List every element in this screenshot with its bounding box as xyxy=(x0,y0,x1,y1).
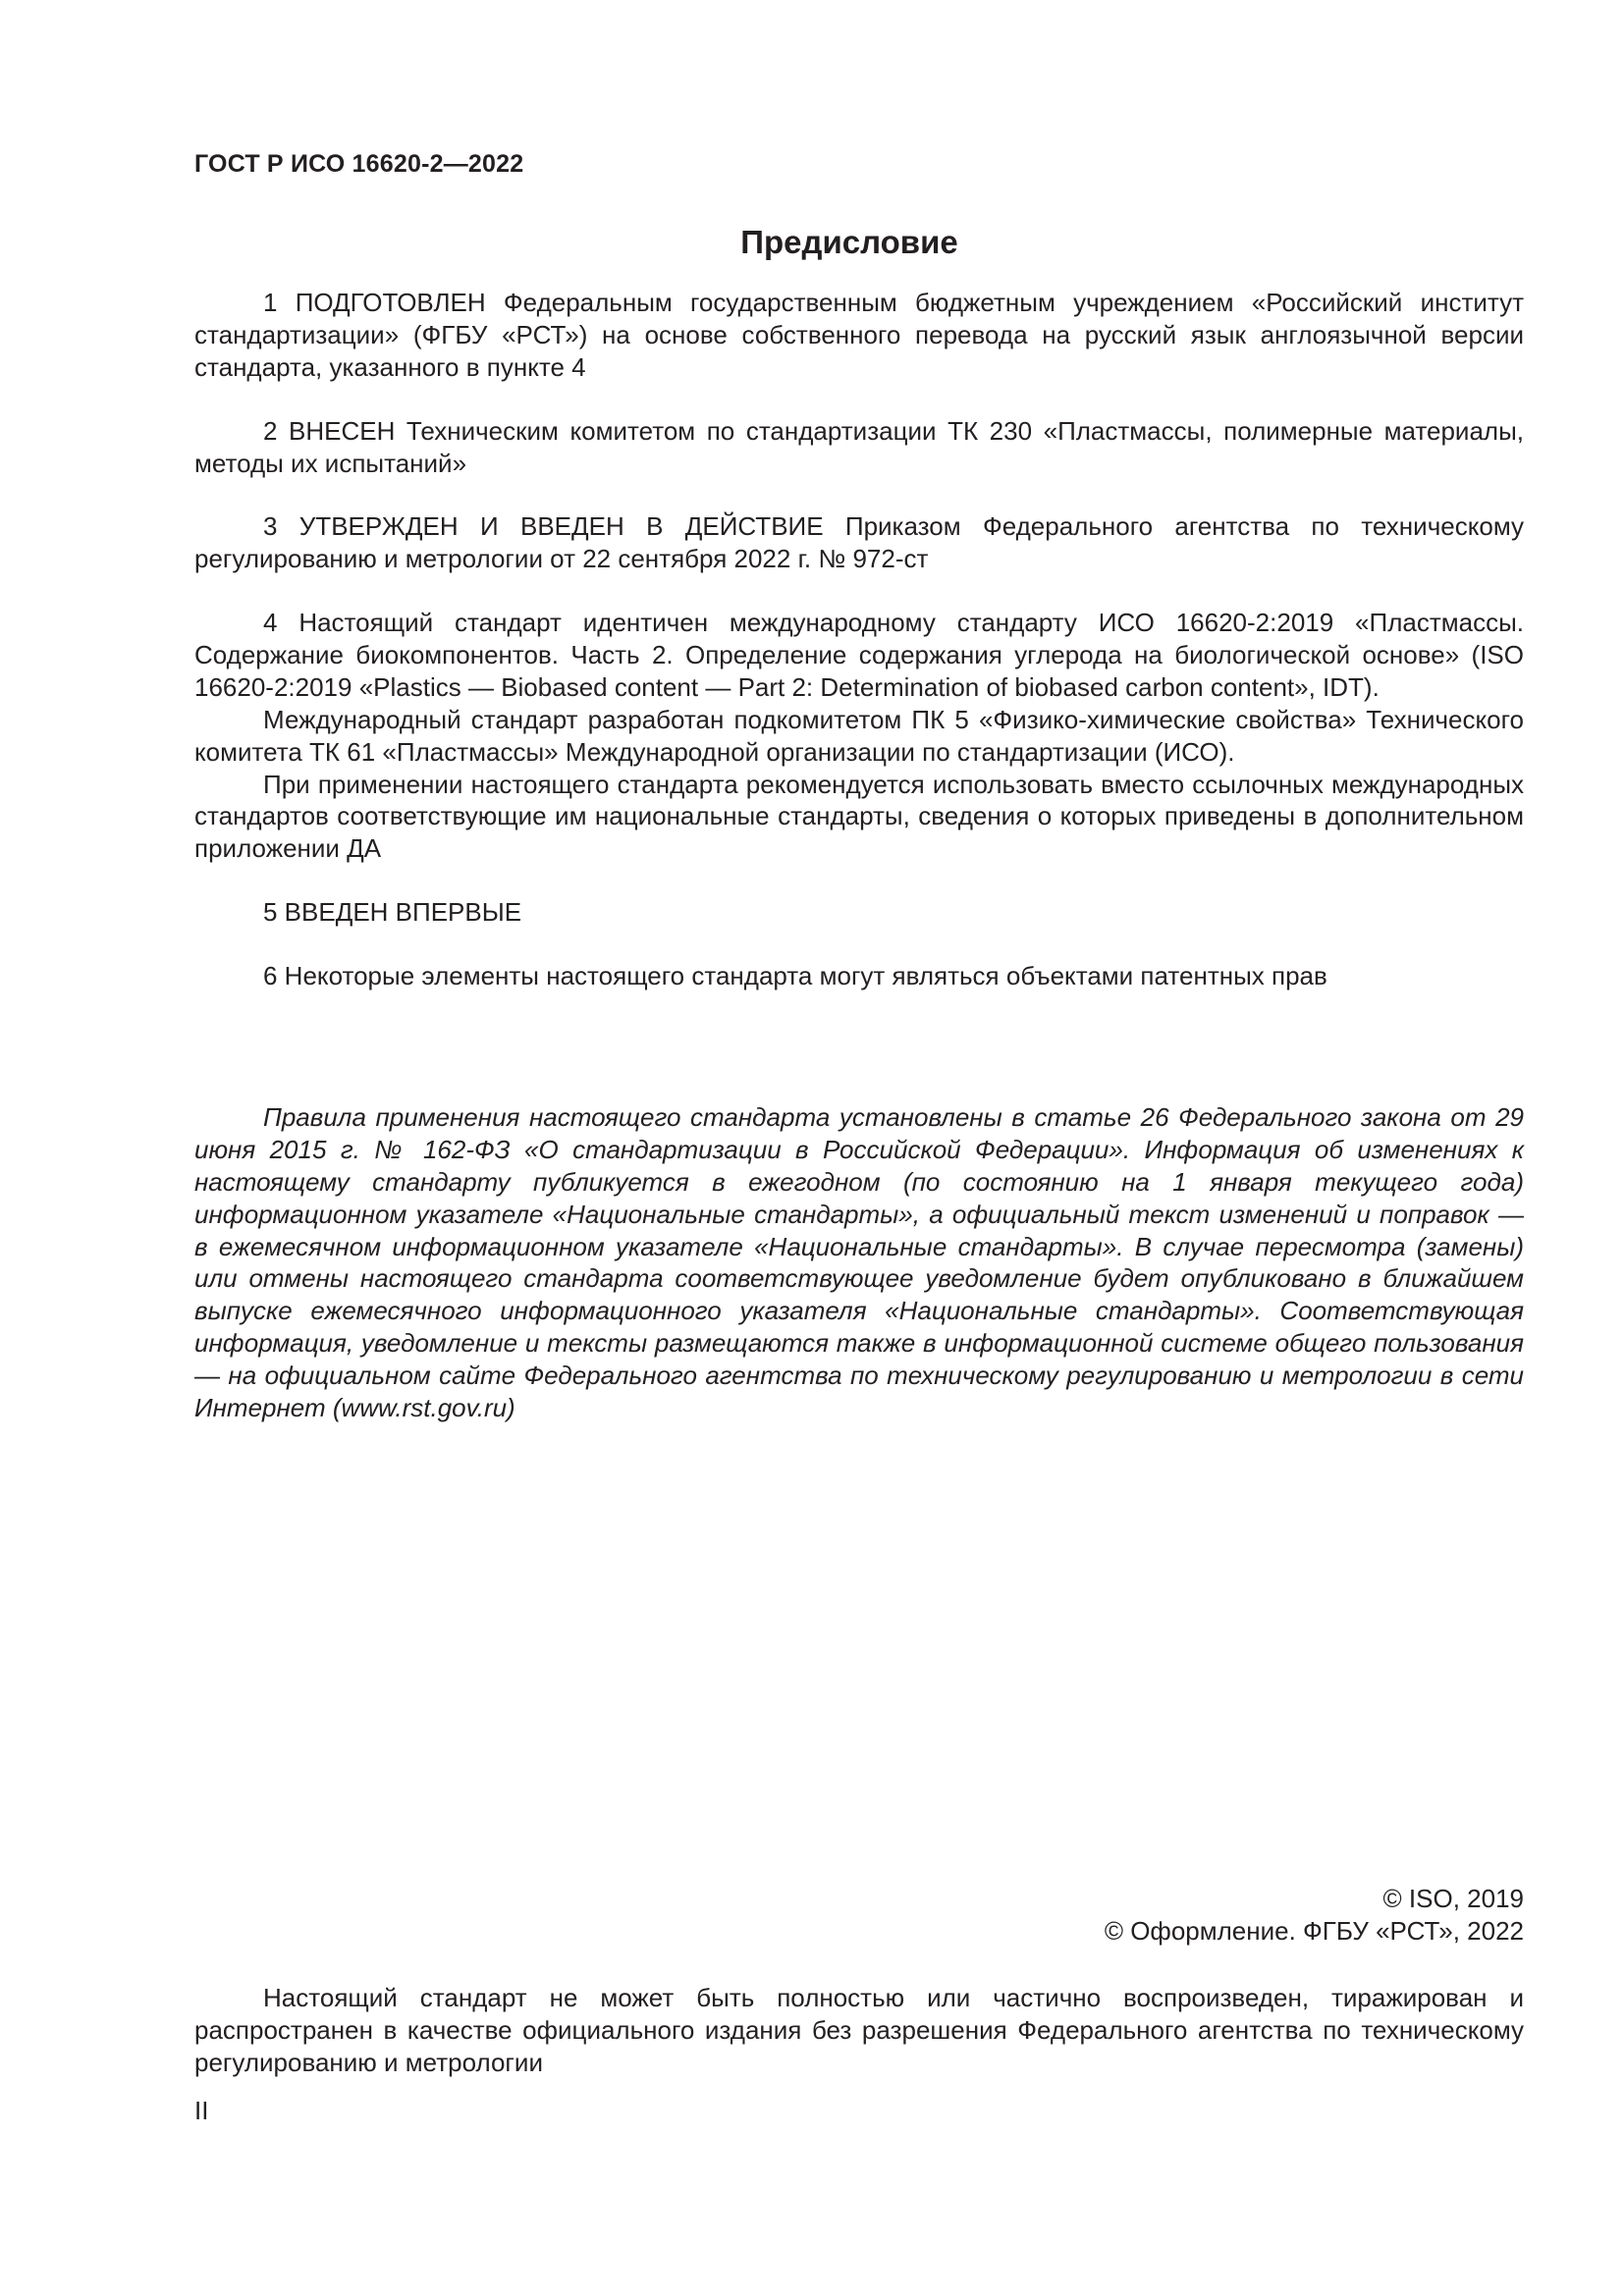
preface-item-1: 1 ПОДГОТОВЛЕН Федеральным государственным бюджетным учреждением «Российский институт стандартизации» (ФГБУ «РСТ») на основе собственного перевода на русский язык англоязычной версии стандарта, указанного в пункте 4 xyxy=(194,288,1524,382)
document-designation: ГОСТ Р ИСО 16620-2—2022 xyxy=(194,150,524,178)
preface-items xyxy=(194,287,1524,992)
page-title: Предисловие xyxy=(740,224,958,260)
preface-item-6: 6 Некоторые элементы настоящего стандарта могут являться объектами патентных прав xyxy=(263,961,1327,990)
copyright-block xyxy=(1105,1883,1524,1948)
preface-item-2: 2 ВНЕСЕН Техническим комитетом по стандартизации ТК 230 «Пластмассы, полимерные материалы, методы их испытаний» xyxy=(194,415,1524,478)
copyright-design: © Оформление. ФГБУ «РСТ», 2022 xyxy=(1104,1916,1524,1947)
rules-note: Правила применения настоящего стандарта установлены в статье 26 Федерального закона от 29 июня 2015 г. № 162-ФЗ «О стандартизации в Российской Федерации». Информация об изменениях к настоящему стандарту публикуется в ежегодном (по состоянию на 1 января текущего года) информационном указателе «Национальные стандарты», а официальный текст изменений и поправок — в ежемесячном информационном указателе «Национальные стандарты». В случае пересмотра (замены) или отмены настоящего стандарта соответствующее уведомление будет опубликовано в ближайшем выпуске ежемесячного информационного указателя «Национальные стандарты». Соответствующая информация, уведомление и тексты размещаются также в информационной системе общего пользования — на официальном сайте Федерального агентства по техническому регулированию и метрологии в сети Интернет (www.rst.gov.ru) xyxy=(194,1102,1524,1422)
page-number: II xyxy=(194,2096,209,2125)
preface-item-4-application: При применении настоящего стандарта рекомендуется использовать вместо ссылочных международных стандартов соответствующие им национальные стандарты, сведения о которых приведены в дополнительном приложении ДА xyxy=(194,769,1524,864)
preface-item-3: 3 УТВЕРЖДЕН И ВВЕДЕН В ДЕЙСТВИЕ Приказом Федерального агентства по техническому регулированию и метрологии от 22 сентября 2022 г. № 972-ст xyxy=(194,511,1524,574)
preface-item-4: 4 Настоящий стандарт идентичен международному стандарту ИСО 16620-2:2019 «Пластмассы. Содержание биокомпонентов. Часть 2. Определение содержания углерода на биологической основе» (ISO 16620-2:2019 «Plastics — Biobased content — Part 2: Determination of biobased carbon content», IDT). xyxy=(194,608,1524,702)
reproduction-notice: Настоящий стандарт не может быть полностью или частично воспроизведен, тиражирован и распространен в качестве официального издания без разрешения Федерального агентства по техническому регулированию и метрологии xyxy=(194,1983,1524,2077)
copyright-iso: © ISO, 2019 xyxy=(1382,1884,1524,1913)
preface-item-4-international: Международный стандарт разработан подкомитетом ПК 5 «Физико-химические свойства» Технического комитета ТК 61 «Пластмассы» Международной организации по стандартизации (ИСО). xyxy=(194,704,1524,767)
preface-item-5: 5 ВВЕДЕН ВПЕРВЫЕ xyxy=(263,897,522,928)
